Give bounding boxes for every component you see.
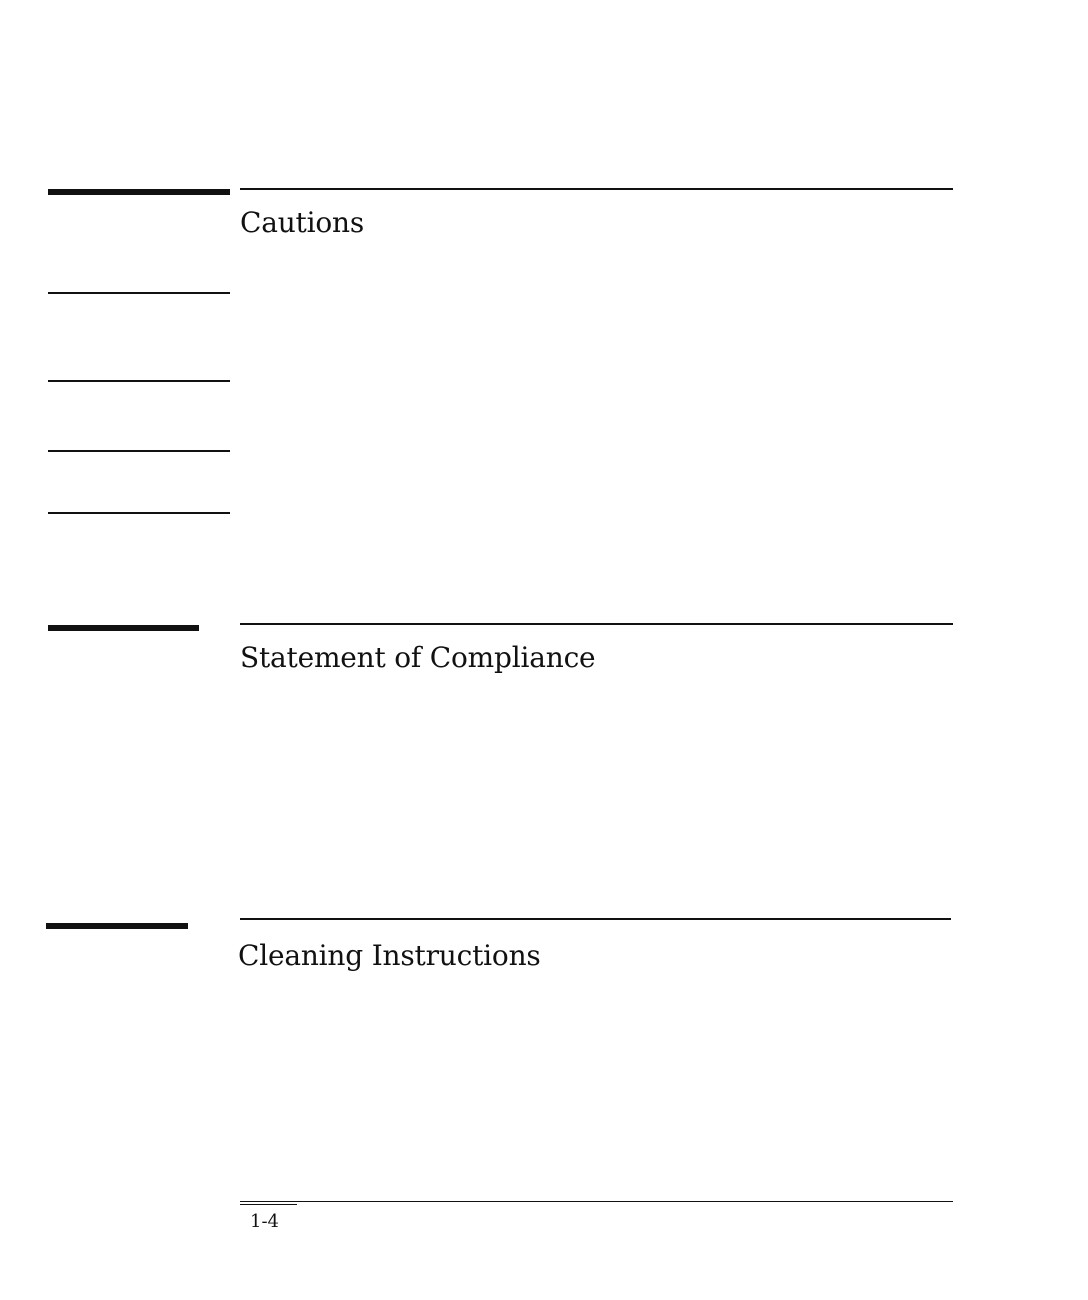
section-marker-bar-cleaning [46, 923, 188, 929]
margin-rule-3 [48, 450, 230, 452]
margin-rule-4 [48, 512, 230, 514]
footer-page-tab-rule [240, 1204, 297, 1205]
margin-rule-2 [48, 380, 230, 382]
footer-rule [240, 1201, 953, 1202]
section-rule-compliance [240, 623, 953, 625]
heading-statement-of-compliance: Statement of Compliance [240, 641, 596, 674]
margin-rule-1 [48, 292, 230, 294]
heading-cleaning-instructions: Cleaning Instructions [238, 939, 541, 972]
heading-cautions: Cautions [240, 206, 365, 239]
section-marker-bar-cautions [48, 189, 230, 195]
section-marker-bar-compliance [48, 625, 199, 631]
section-rule-cautions [240, 188, 953, 190]
section-rule-cleaning [240, 918, 951, 920]
page-number: 1-4 [250, 1211, 279, 1232]
